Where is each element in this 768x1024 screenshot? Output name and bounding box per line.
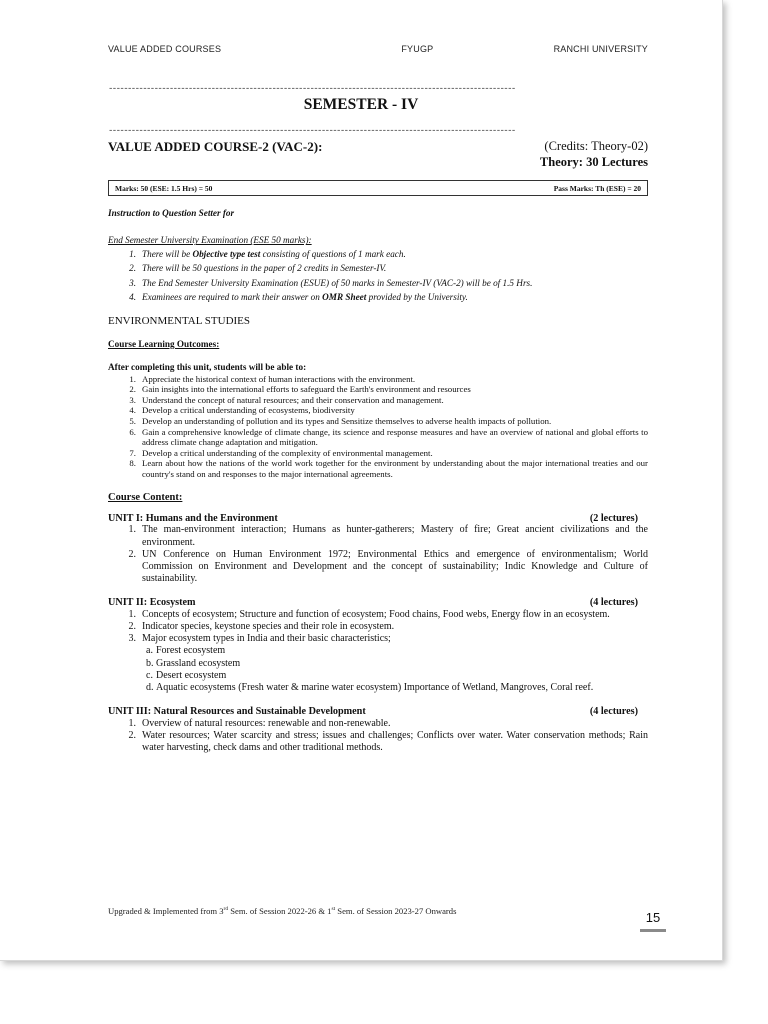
list-item: 2. UN Conference on Human Environment 1972; Environmental Ethics and emergence of environmentalism; World Commission on Environment and Development and the concept of sustainability; Indic Knowledge and Culture of sustainability. (128, 548, 648, 585)
list-item: 5. Develop an understanding of pollution and its types and Sensitize themselves to adverse health impacts of pollution. (129, 416, 552, 427)
unit-lectures: (4 lectures) (589, 597, 638, 609)
sub-item: a. Forest ecosystem (146, 645, 226, 657)
ese-label: End Semester University Examination (ESE 50 marks): (108, 235, 312, 246)
sub-item: b. Grassland ecosystem (146, 657, 241, 669)
list-item: 2. Indicator species, keystone species and their role in ecosystem. (128, 621, 395, 633)
unit-lectures: (4 lectures) (589, 706, 638, 718)
list-item: 2. There will be 50 questions in the paper of 2 credits in Semester-IV. (129, 263, 387, 274)
list-item: 8. Learn about how the nations of the world work together for the environment by understanding about the major international treaties and our country's stand on and responses to the major international agreements. (129, 458, 648, 479)
list-item: 6. Gain a comprehensive knowledge of climate change, its science and response measures and have an overview of national and global efforts to address climate change adaptation and mitigation. (129, 426, 648, 448)
marks-box (108, 180, 648, 196)
instruction-list (108, 249, 648, 304)
course-title: VALUE ADDED COURSE-2 (VAC-2): (108, 139, 323, 154)
sub-item: d. Aquatic ecosystems (Fresh water & marine water ecosystem) Importance of Wetland, Mangroves, Coral reef. (146, 682, 594, 694)
unit-heading (108, 513, 648, 524)
semester-title: SEMESTER - IV (303, 96, 419, 113)
unit-items (108, 718, 648, 755)
running-header (108, 44, 648, 54)
page-content (108, 208, 648, 754)
list-item: 2. Gain insights into the international efforts to safeguard the Earth's environment and resources (129, 384, 471, 395)
header-center: FYUGP (401, 44, 434, 54)
unit-heading (108, 597, 648, 608)
credits-text: (Credits: Theory-02) (544, 139, 648, 153)
list-item: 1. Overview of natural resources: renewable and non-renewable. (128, 717, 391, 729)
pass-marks: Pass Marks: Th (ESE) = 20 (553, 183, 641, 193)
outcomes-list (108, 374, 648, 480)
unit-title: UNIT I: Humans and the Environment (108, 513, 278, 524)
list-item: 3. Major ecosystem types in India and their basic characteristics; (128, 633, 391, 645)
list-item: 1. The man-environment interaction; Humans as hunter-gatherers; Mastery of fire; Great ancient civilizations and the environment. (128, 524, 648, 548)
course-credits-block (540, 138, 648, 170)
list-item: 7. Develop a critical understanding of the complexity of environmental management. (129, 447, 433, 458)
list-item: 3. The End Semester University Examination (ESUE) of 50 marks in Semester-IV (VAC-2) will be of 1.5 Hrs. (129, 277, 533, 288)
unit-title: UNIT III: Natural Resources and Sustainable Development (108, 706, 366, 718)
header-left: VALUE ADDED COURSES (108, 44, 222, 54)
page-footer: Upgraded & Implemented from 3rd Sem. of Session 2022-26 & 1st Sem. of Session 2023-27 Onwards (108, 906, 457, 916)
separator-line: ----------------------------------------------------------------------------------------------------------- (108, 126, 515, 136)
unit-title: UNIT II: Ecosystem (108, 597, 196, 609)
header-right: RANCHI UNIVERSITY (553, 44, 648, 54)
instruction-heading: Instruction to Question Setter for (108, 208, 235, 218)
unit-items (108, 609, 648, 646)
list-item: 1. Appreciate the historical context of human interactions with the environment. (129, 373, 416, 384)
unit-heading (108, 706, 648, 717)
unit-items (108, 524, 648, 585)
clo-heading: Course Learning Outcomes: (108, 338, 220, 349)
list-item: 1. Concepts of ecosystem; Structure and function of ecosystem; Food chains, Food webs, Energy flow in an ecosystem. (128, 608, 610, 620)
list-item: 3. Understand the concept of natural resources; and their conservation and management. (129, 394, 444, 405)
unit-lectures: (2 lectures) (589, 513, 638, 524)
list-item: 1. There will be Objective type test consisting of questions of 1 mark each. (129, 248, 406, 259)
page-number: 15 (640, 910, 666, 932)
list-item: 4. Develop a critical understanding of ecosystems, biodiversity (129, 405, 355, 416)
after-completing: After completing this unit, students will be able to: (108, 362, 307, 373)
separator-line: ----------------------------------------------------------------------------------------------------------- (108, 84, 515, 94)
course-content-heading: Course Content: (108, 491, 183, 503)
theory-lectures: Theory: 30 Lectures (539, 155, 648, 169)
sub-item: c. Desert ecosystem (146, 669, 227, 681)
marks-left: Marks: 50 (ESE: 1.5 Hrs) = 50 (115, 183, 213, 193)
list-item: 4. Examinees are required to mark their answer on OMR Sheet provided by the University. (129, 292, 468, 303)
subject-title: ENVIRONMENTAL STUDIES (108, 315, 251, 328)
list-item: 2. Water resources; Water scarcity and stress; issues and challenges; Conflicts over water. Water conservation methods; Rain water harvesting, check dams and other traditional methods. (128, 729, 648, 754)
